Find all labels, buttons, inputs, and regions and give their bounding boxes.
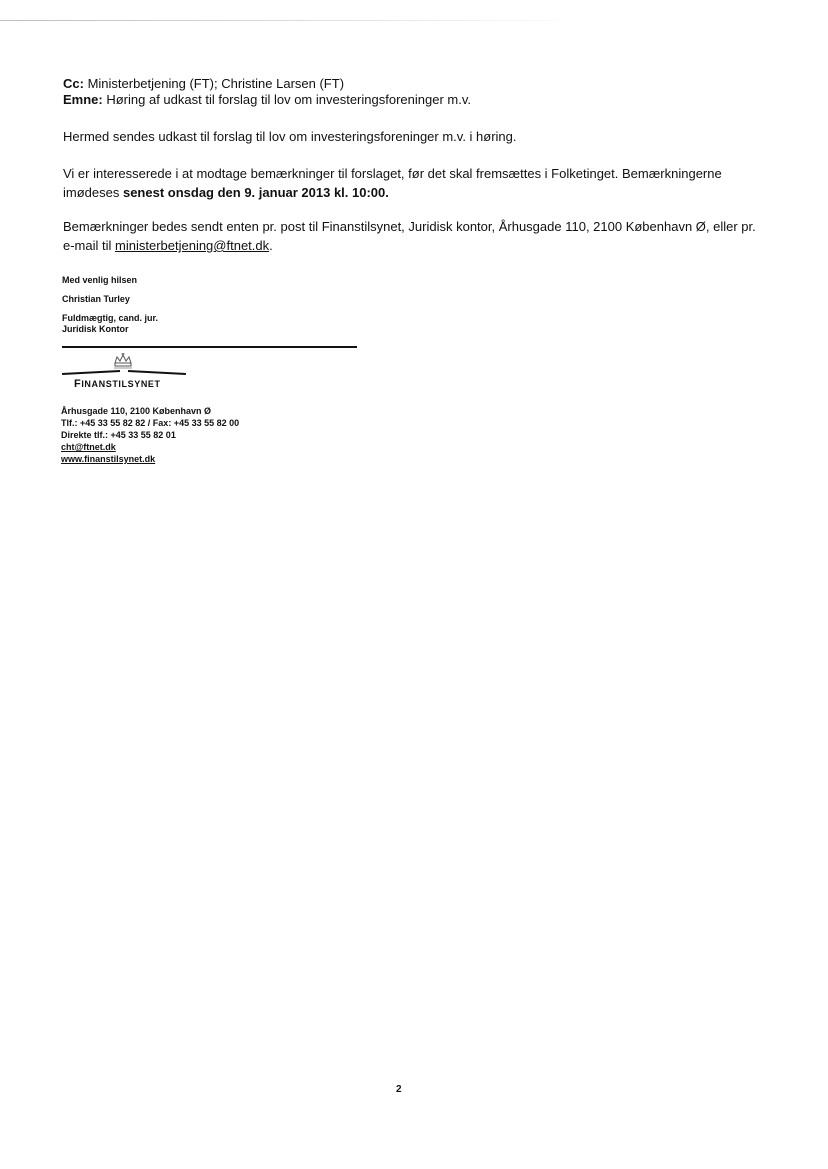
contact-block bbox=[61, 405, 239, 465]
logo-swoosh-right bbox=[128, 370, 186, 375]
cc-line bbox=[63, 76, 471, 92]
submit-end: . bbox=[269, 238, 273, 253]
signature-divider bbox=[62, 346, 357, 348]
submit-email-link[interactable]: ministerbetjening@ftnet.dk bbox=[115, 238, 270, 253]
subject-value: Høring af udkast til forslag til lov om investeringsforeninger m.v. bbox=[102, 92, 471, 107]
comments-text: Vi er interesserede i at modtage bemærkninger til forslaget, før det skal fremsættes i Folketinget. Bemærkningerne imødeses bbox=[63, 166, 722, 200]
signature-greeting: Med venlig hilsen bbox=[62, 275, 138, 285]
cc-label: Cc: bbox=[63, 76, 84, 91]
finanstilsynet-logo bbox=[62, 351, 186, 391]
comments-paragraph bbox=[63, 164, 763, 202]
email-header bbox=[63, 76, 471, 108]
scan-artifact-line bbox=[0, 20, 590, 21]
page-number: 2 bbox=[396, 1084, 402, 1095]
subject-line bbox=[63, 92, 471, 108]
contact-email-link[interactable]: cht@ftnet.dk bbox=[61, 442, 116, 452]
logo-wordmark-initial: F bbox=[74, 378, 82, 390]
logo-swoosh-left bbox=[62, 370, 120, 375]
intro-paragraph: Hermed sendes udkast til forslag til lov om investeringsforeninger m.v. i høring. bbox=[63, 129, 517, 144]
contact-address: Århusgade 110, 2100 København Ø bbox=[61, 406, 212, 416]
logo-wordmark-rest: INANSTILSYNET bbox=[81, 379, 161, 389]
contact-website-link[interactable]: www.finanstilsynet.dk bbox=[61, 454, 156, 464]
comments-deadline: senest onsdag den 9. januar 2013 kl. 10:00. bbox=[122, 185, 389, 200]
signature-title: Fuldmægtig, cand. jur. bbox=[62, 313, 159, 323]
contact-phone-fax: Tlf.: +45 33 55 82 82 / Fax: +45 33 55 82 00 bbox=[61, 418, 240, 428]
signature-department: Juridisk Kontor bbox=[62, 324, 129, 334]
cc-value: Ministerbetjening (FT); Christine Larsen (FT) bbox=[83, 76, 345, 91]
subject-label: Emne: bbox=[63, 92, 103, 107]
contact-direct-phone: Direkte tlf.: +45 33 55 82 01 bbox=[61, 430, 176, 440]
logo-wordmark bbox=[74, 378, 161, 390]
signature-name: Christian Turley bbox=[62, 294, 130, 304]
crown-icon bbox=[111, 353, 135, 371]
submit-paragraph bbox=[63, 217, 763, 255]
submit-text: Bemærkninger bedes sendt enten pr. post til Finanstilsynet, Juridisk kontor, Århusgade 110, 2100 København Ø, eller pr. e-mail til bbox=[63, 219, 756, 253]
